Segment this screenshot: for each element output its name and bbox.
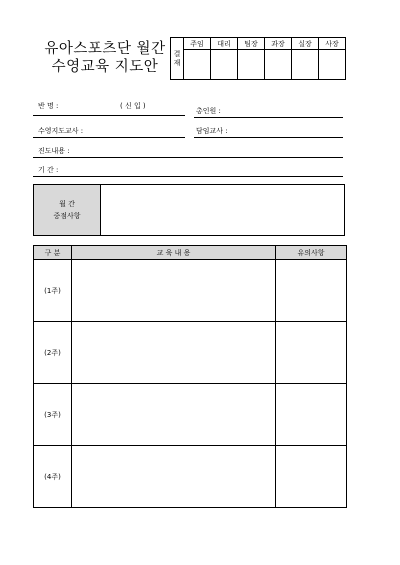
notes-cell[interactable] (276, 322, 347, 384)
approval-role-siljang: 실장 (292, 38, 319, 50)
monthly-focus-box (33, 184, 345, 236)
header-notes: 유의사항 (276, 246, 347, 260)
page-title (44, 40, 166, 76)
monthly-focus-label (34, 185, 101, 235)
content-cell[interactable] (72, 384, 276, 446)
approval-role-juim: 주임 (184, 38, 211, 50)
header-content: 교 육 내 용 (72, 246, 276, 260)
table-row (34, 260, 347, 322)
progress-label: 진도내용 : (38, 147, 70, 155)
notes-cell[interactable] (276, 260, 347, 322)
signature-cell-gwajang[interactable] (265, 50, 292, 80)
table-row (34, 322, 347, 384)
total-attendees-label: 총인원 : (196, 107, 221, 115)
week-label: (4주) (34, 446, 72, 508)
total-attendees-field[interactable] (194, 117, 343, 118)
approval-role-timjang: 팀장 (238, 38, 265, 50)
class-name-label: 반 명 : (38, 102, 59, 110)
week-label: (3주) (34, 384, 72, 446)
approval-box (170, 37, 346, 80)
header-division: 구 분 (34, 246, 72, 260)
class-type-note: ( 신 입 ) (120, 102, 146, 110)
week-label: (1주) (34, 260, 72, 322)
approval-role-gwajang: 과장 (265, 38, 292, 50)
approval-label-bottom: 재 (173, 58, 181, 67)
title-line-1: 유아스포츠단 월간 (44, 41, 166, 57)
homeroom-teacher-field[interactable] (194, 137, 343, 138)
signature-cell-timjang[interactable] (238, 50, 265, 80)
approval-label (171, 38, 184, 80)
monthly-focus-label-line2: 중점사항 (53, 212, 81, 220)
progress-field[interactable] (33, 157, 343, 158)
approval-role-sajang: 사장 (319, 38, 346, 50)
title-line-2: 수영교육 지도안 (51, 59, 159, 75)
table-row (34, 384, 347, 446)
homeroom-teacher-label: 담임교사 : (196, 127, 228, 135)
monthly-focus-label-line1: 월 간 (59, 200, 75, 208)
weekly-plan-table (33, 245, 347, 508)
swim-instructor-field[interactable] (33, 137, 185, 138)
content-cell[interactable] (72, 446, 276, 508)
notes-cell[interactable] (276, 384, 347, 446)
content-cell[interactable] (72, 322, 276, 384)
notes-cell[interactable] (276, 446, 347, 508)
table-header-row (34, 246, 347, 260)
period-label: 기 간 : (38, 166, 59, 174)
signature-cell-juim[interactable] (184, 50, 211, 80)
content-cell[interactable] (72, 260, 276, 322)
period-field[interactable] (33, 176, 343, 177)
approval-role-daeri: 대리 (211, 38, 238, 50)
monthly-focus-content[interactable] (101, 185, 344, 235)
table-row (34, 446, 347, 508)
week-label: (2주) (34, 322, 72, 384)
class-name-field[interactable] (33, 115, 185, 116)
signature-cell-daeri[interactable] (211, 50, 238, 80)
signature-cell-sajang[interactable] (319, 50, 346, 80)
approval-label-top: 결 (173, 49, 181, 58)
swim-instructor-label: 수영지도교사 : (38, 127, 84, 135)
signature-cell-siljang[interactable] (292, 50, 319, 80)
